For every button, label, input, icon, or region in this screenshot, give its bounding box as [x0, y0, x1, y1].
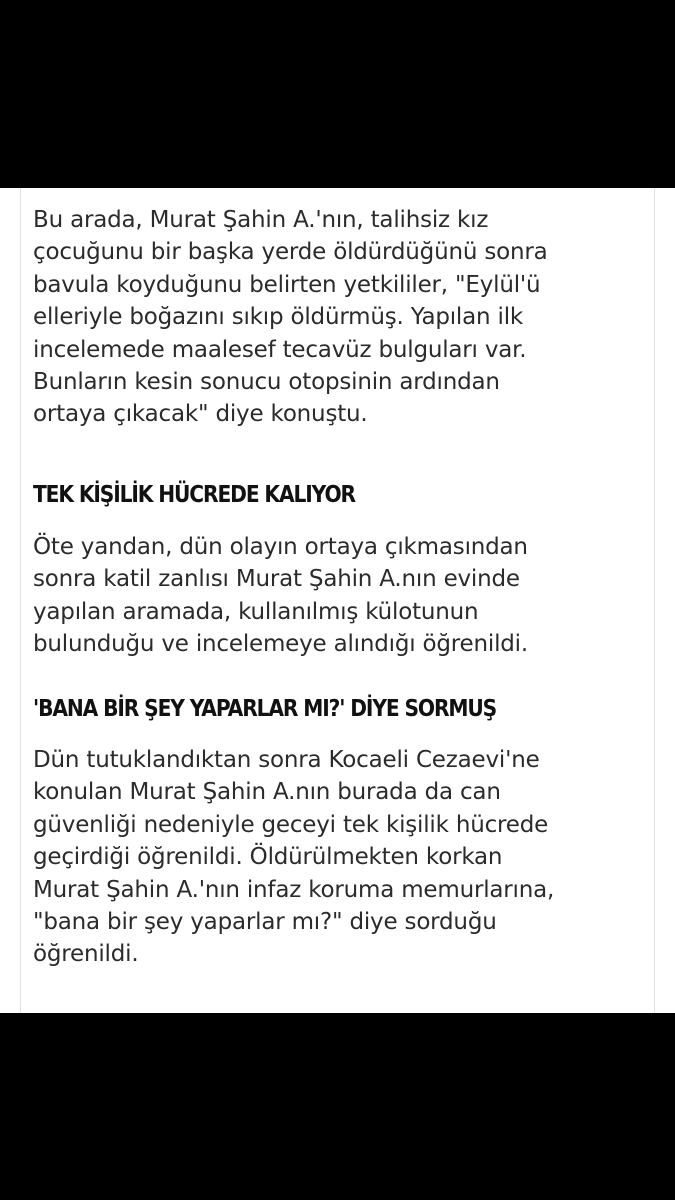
paragraph-line: öğrenildi.	[33, 941, 139, 968]
paragraph-line: Bunların kesin sonucu otopsinin ardından	[33, 369, 500, 396]
paragraph-line: elleriyle boğazını sıkıp öldürmüş. Yapılan ilk	[33, 304, 524, 331]
paragraph-1	[33, 204, 673, 431]
section-heading-2: 'BANA BİR ŞEY YAPARLAR MI?' DİYE SORMUŞ	[33, 694, 497, 722]
paragraph-line: Murat Şahin A.'nın infaz koruma memurlarına,	[33, 876, 555, 903]
paragraph-line: Dün tutuklandıktan sonra Kocaeli Cezaevi'ne	[33, 747, 540, 773]
paragraph-line: konulan Murat Şahin A.nın burada da can	[33, 779, 501, 806]
section-heading-1: TEK KİŞİLİK HÜCREDE KALIYOR	[33, 480, 355, 508]
paragraph-line: geçirdiği öğrenildi. Öldürülmekten korkan	[33, 844, 503, 871]
paragraph-line: bavula koyduğunu belirten yetkililer, "Eylül'ü	[33, 271, 541, 298]
paragraph-3	[33, 744, 673, 971]
paragraph-line: Bu arada, Murat Şahin A.'nın, talihsiz kız	[33, 207, 489, 233]
paragraph-line: incelemede maalesef tecavüz bulguları var.	[33, 336, 527, 363]
paragraph-line: ortaya çıkacak" diye konuştu.	[33, 401, 368, 428]
paragraph-line: Öte yandan, dün olayın ortaya çıkmasından	[33, 534, 528, 560]
article-body	[20, 188, 655, 1013]
paragraph-line: güvenliği nedeniyle geceyi tek kişilik hücrede	[33, 811, 549, 838]
paragraph-line: sonra katil zanlısı Murat Şahin A.nın evinde	[33, 566, 520, 593]
paragraph-line: "bana bir şey yaparlar mı?" diye sorduğu	[33, 909, 497, 936]
screenshot-page	[0, 188, 675, 1013]
paragraph-line: yapılan aramada, kullanılmış külotunun	[33, 598, 479, 625]
paragraph-line: çocuğunu bir başka yerde öldürdüğünü sonra	[33, 239, 548, 266]
paragraph-line: bulunduğu ve incelemeye alındığı öğrenildi.	[33, 631, 528, 658]
paragraph-2	[33, 531, 673, 661]
